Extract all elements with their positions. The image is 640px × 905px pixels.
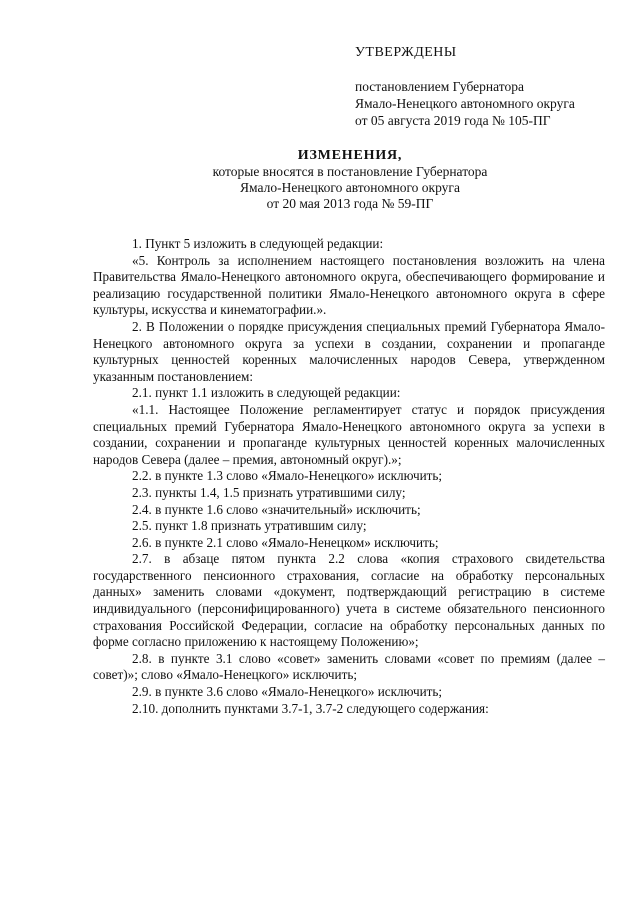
paragraph: 2.2. в пункте 1.3 слово «Ямало-Ненецкого» исключить; — [132, 468, 443, 484]
paragraph: 2.6. в пункте 2.1 слово «Ямало-Ненецком» исключить; — [132, 534, 439, 550]
paragraph: «1.1. Настоящее Положение регламентирует статус и порядок присуждения специальных премий Губернатора Ямало-Ненецкого автономного округа за успехи в создании, сохранении и пропаганде культурных ценностей коренных малочисленных народов Севера (далее – премия, автономный округ).»; — [93, 401, 605, 467]
title-line: Ямало-Ненецкого автономного округа — [240, 180, 460, 195]
document-title-block — [80, 148, 620, 212]
paragraph: 2.10. дополнить пунктами 3.7-1, 3.7-2 следующего содержания: — [132, 700, 489, 716]
document-body — [93, 236, 605, 717]
paragraph: 2.8. в пункте 3.1 слово «совет» заменить словами «совет по премиям (далее – совет)»; слово «Ямало-Ненецкого» исключить; — [93, 650, 605, 683]
paragraph: 1. Пункт 5 изложить в следующей редакции: — [132, 236, 384, 251]
paragraph: 2.1. пункт 1.1 изложить в следующей редакции: — [132, 385, 401, 401]
title-line: которые вносятся в постановление Губернатора — [212, 164, 488, 179]
paragraph: 2.5. пункт 1.8 признать утратившим силу; — [132, 518, 367, 534]
paragraph: 2.9. в пункте 3.6 слово «Ямало-Ненецкого» исключить; — [132, 684, 443, 700]
approval-line: от 05 августа 2019 года № 105-ПГ — [355, 113, 551, 128]
approval-line: постановлением Губернатора — [355, 79, 524, 94]
title-line: от 20 мая 2013 года № 59-ПГ — [266, 196, 434, 211]
approved-label: УТВЕРЖДЕНЫ — [355, 45, 457, 60]
approval-block — [355, 44, 625, 129]
paragraph: 2. В Положении о порядке присуждения специальных премий Губернатора Ямало-Ненецкого автономного округа за успехи в создании, сохранении и пропаганде культурных ценностей коренных малочисленных народов Севера, утвержденном указанным постановлением: — [93, 318, 605, 384]
paragraph: 2.3. пункты 1.4, 1.5 признать утратившими силу; — [132, 484, 406, 500]
approval-line: Ямало-Ненецкого автономного округа — [355, 96, 575, 111]
document-heading: ИЗМЕНЕНИЯ, — [297, 148, 403, 163]
paragraph: 2.7. в абзаце пятом пункта 2.2 слова «копия страхового свидетельства государственного пенсионного страхования, согласие на обработку персональных данных» заменить словами «документ, подтверждающий регистрацию в системе индивидуального (персонифицированного) учета в системе обязательного пенсионного страхования Российской Федерации, согласие на обработку персональных данных по форме согласно приложению к настоящему Положению»; — [93, 551, 605, 650]
paragraph: «5. Контроль за исполнением настоящего постановления возложить на члена Правительства Ямало-Ненецкого автономного округа, обеспечивающего формирование и реализацию государственной политики Ямало-Ненецкого автономного округа в сфере культуры, искусства и кинематографии.». — [93, 252, 605, 318]
paragraph: 2.4. в пункте 1.6 слово «значительный» исключить; — [132, 501, 421, 517]
